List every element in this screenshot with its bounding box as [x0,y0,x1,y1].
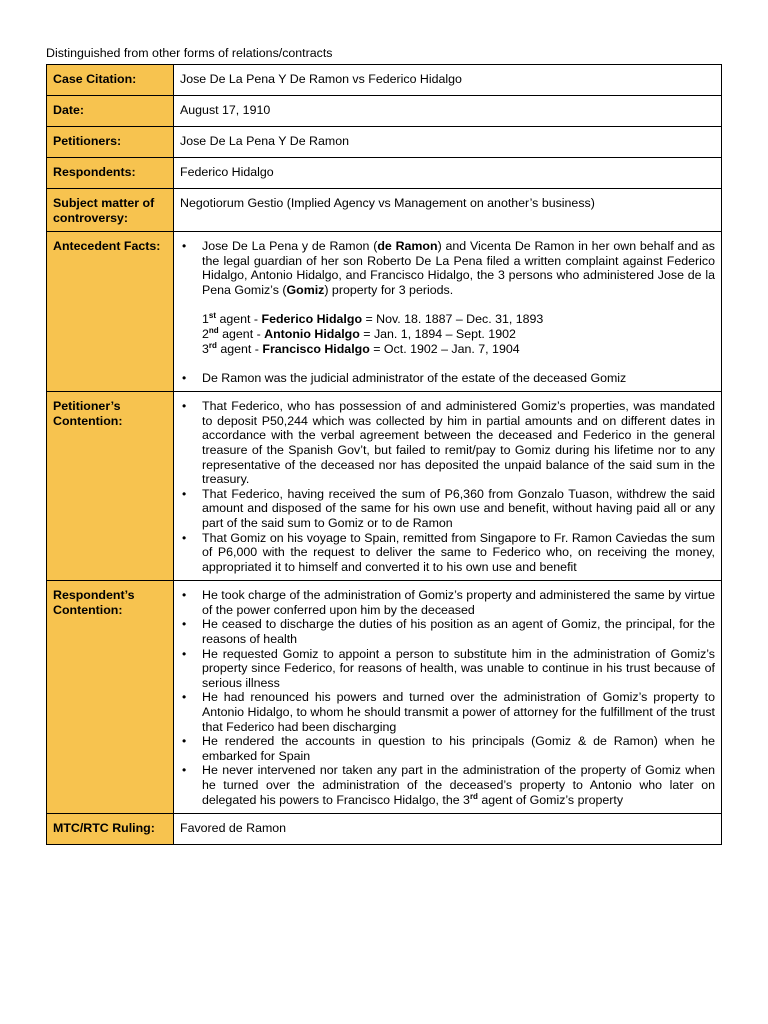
list-item: • That Federico, who has possession of and administered Gomiz’s properties, was mandated to deposit P50,244 which was collected by him in partial amounts and on different dates in accordance with the verbal agreement between the deceased and Federico in the general treasure of the Spanish Gov’t, but failed to remit/pay to Gomiz during his lifetime nor to any representative of the deceased nor has deposited the unpaid balance of the said sum in the treasury. [180,399,715,487]
table-caption: Distinguished from other forms of relations/contracts [46,46,333,60]
row-subject-matter [47,189,722,232]
row-date [47,96,722,127]
row-respondent-contention [47,581,722,814]
respondent-contention-list [180,588,715,807]
label-respondents: Respondents: [47,158,174,189]
value-respondent-contention [174,581,722,814]
row-petitioners [47,127,722,158]
label-case-citation: Case Citation: [47,65,174,96]
list-item: • Jose De La Pena y de Ramon (de Ramon) and Vicenta De Ramon in her own behalf and as the legal guardian of her son Roberto De La Pena filed a written complaint against Federico Hidalgo, Antonio Hidalgo, and Francisco Hidalgo, the 3 persons who administered Jose de la Pena Gomiz’s (Gomiz) property for 3 periods. [180,239,715,297]
list-item: • He had renounced his powers and turned over the administration of Gomiz’s property to Antonio Hidalgo, to whom he should transmit a power of attorney for the fulfillment of the trust that Federico had been discharging [180,690,715,734]
row-case-citation [47,65,722,96]
list-item: • He never intervened nor taken any part in the administration of the property of Gomiz when he turned over the administration of the deceased’s property to Antonio who later on delegated his powers to Francisco Hidalgo, the 3rd agent of Gomiz’s property [180,763,715,807]
value-petitioners: Jose De La Pena Y De Ramon [174,127,722,158]
row-ruling [47,814,722,845]
petitioner-contention-list [180,399,715,574]
value-respondents: Federico Hidalgo [174,158,722,189]
label-subject-matter: Subject matter of controversy: [47,189,174,232]
row-antecedent-facts [47,232,722,392]
agent-line: 3rd agent - Francisco Hidalgo = Oct. 1902 – Jan. 7, 1904 [202,340,520,356]
list-item: • That Gomiz on his voyage to Spain, remitted from Singapore to Fr. Ramon Caviedas the sum of P6,000 with the request to deliver the same to Federico who, on receiving the money, appropriated it to himself and converted it to his own use and benefit [180,531,715,575]
value-subject-matter: Negotiorum Gestio (Implied Agency vs Management on another’s business) [174,189,722,232]
agent-line: 2nd agent - Antonio Hidalgo = Jan. 1, 1894 – Sept. 1902 [202,325,516,341]
antecedent-list-2 [180,371,715,386]
label-petitioner-contention: Petitioner’s Contention: [47,392,174,581]
agents-list [202,312,715,357]
agent-line: 1st agent - Federico Hidalgo = Nov. 18. 1887 – Dec. 31, 1893 [202,310,544,326]
value-petitioner-contention [174,392,722,581]
row-respondents [47,158,722,189]
value-case-citation: Jose De La Pena Y De Ramon vs Federico Hidalgo [174,65,722,96]
label-antecedent-facts: Antecedent Facts: [47,232,174,392]
case-digest-table [46,64,722,845]
label-date: Date: [47,96,174,127]
list-item: • He rendered the accounts in question to his principals (Gomiz & de Ramon) when he embarked for Spain [180,734,715,763]
list-item: • He requested Gomiz to appoint a person to substitute him in the administration of Gomiz’s property since Federico, for reasons of health, was unable to continue in his trust because of serious illness [180,647,715,691]
list-item: • He took charge of the administration of Gomiz’s property and administered the same by virtue of the power conferred upon him by the deceased [180,588,715,617]
label-petitioners: Petitioners: [47,127,174,158]
row-petitioner-contention [47,392,722,581]
list-item: • That Federico, having received the sum of P6,360 from Gonzalo Tuason, withdrew the said amount and disposed of the same for his own use and benefit, without having paid all or any part of the said sum to Gomiz or to de Ramon [180,487,715,531]
label-respondent-contention: Respondent’s Contention: [47,581,174,814]
value-date: August 17, 1910 [174,96,722,127]
antecedent-list [180,239,715,297]
label-ruling: MTC/RTC Ruling: [47,814,174,845]
list-item: • De Ramon was the judicial administrator of the estate of the deceased Gomiz [180,371,715,386]
value-antecedent-facts [174,232,722,392]
value-ruling: Favored de Ramon [174,814,722,845]
list-item: • He ceased to discharge the duties of his position as an agent of Gomiz, the principal, for the reasons of health [180,617,715,646]
